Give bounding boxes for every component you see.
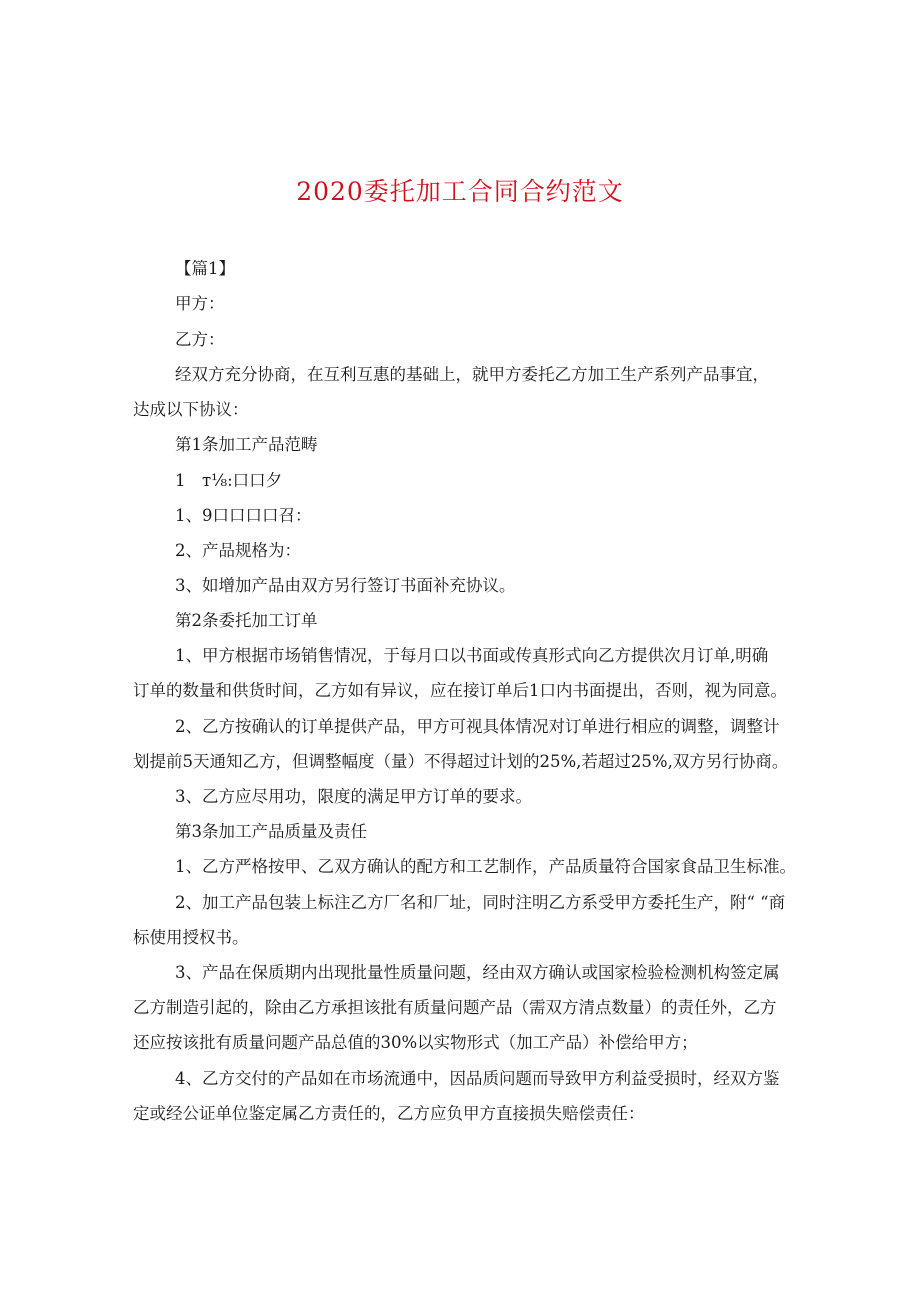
- article-3-item-4-line-1: 4、乙方交付的产品如在市场流通中，因品质问题而导致甲方利益受损时，经双方鉴: [175, 1069, 780, 1088]
- article-3-item-1: 1、乙方严格按甲、乙双方确认的配方和工艺制作，产品质量符合国家食品卫生标准。: [175, 857, 796, 876]
- article-3-item-3-line-3: 还应按该批有质量问题产品总值的30%以实物形式（加工产品）补偿给甲方；: [133, 1033, 698, 1052]
- article-3-item-2-line-1: 2、加工产品包装上标注乙方厂名和厂址，同时注明乙方系受甲方委托生产，附“ “商: [175, 893, 786, 912]
- article-3-item-3-line-2: 乙方制造引起的，除由乙方承担该批有质量问题产品（需双方清点数量）的责任外，乙方: [133, 998, 777, 1017]
- party-a-line: 甲方：: [175, 294, 225, 313]
- intro-line-1: 经双方充分协商，在互利互惠的基础上，就甲方委托乙方加工生产系列产品事宜，: [175, 365, 769, 384]
- article-1-item-3: 3、如增加产品由双方另行签订书面补充协议。: [175, 576, 516, 595]
- article-3-item-3-line-1: 3、产品在保质期内出现批量性质量问题，经由双方确认或国家检验检测机构签定属: [175, 963, 780, 982]
- article-2-item-3: 3、乙方应尽用功，限度的满足甲方订单的要求。: [175, 787, 532, 806]
- article-3-item-2-line-2: 标使用授权书。: [133, 928, 249, 947]
- section-label: 【篇1】: [175, 259, 235, 278]
- article-2-item-1-line-2: 订单的数量和供货时间，乙方如有异议，应在接订单后1口内书面提出，否则，视为同意。: [133, 681, 787, 700]
- document-title: 2020委托加工合同合约范文: [296, 177, 624, 206]
- article-1-line-a: 1 т⅛:口口夕: [175, 471, 283, 490]
- article-3-item-4-line-2: 定或经公证单位鉴定属乙方责任的，乙方应负甲方直接损失赔偿责任：: [133, 1104, 645, 1123]
- party-b-line: 乙方：: [175, 330, 225, 349]
- article-2-item-2-line-2: 划提前5天通知乙方，但调整幅度（量）不得超过计划的25%,若超过25%,双方另行协商。: [133, 752, 789, 771]
- article-2-heading: 第2条委托加工订单: [175, 611, 318, 630]
- article-2-item-2-line-1: 2、乙方按确认的订单提供产品，甲方可视具体情况对订单进行相应的调整，调整计: [175, 717, 780, 736]
- article-1-line-b: 1、9口口口口召：: [175, 506, 312, 525]
- article-1-item-2: 2、产品规格为：: [175, 541, 301, 560]
- article-1-heading: 第1条加工产品范畴: [175, 435, 318, 454]
- article-2-item-1-line-1: 1、甲方根据市场销售情况，于每月口以书面或传真形式向乙方提供次月订单,明确: [175, 646, 769, 665]
- intro-line-2: 达成以下协议：: [133, 400, 249, 419]
- article-3-heading: 第3条加工产品质量及责任: [175, 822, 367, 841]
